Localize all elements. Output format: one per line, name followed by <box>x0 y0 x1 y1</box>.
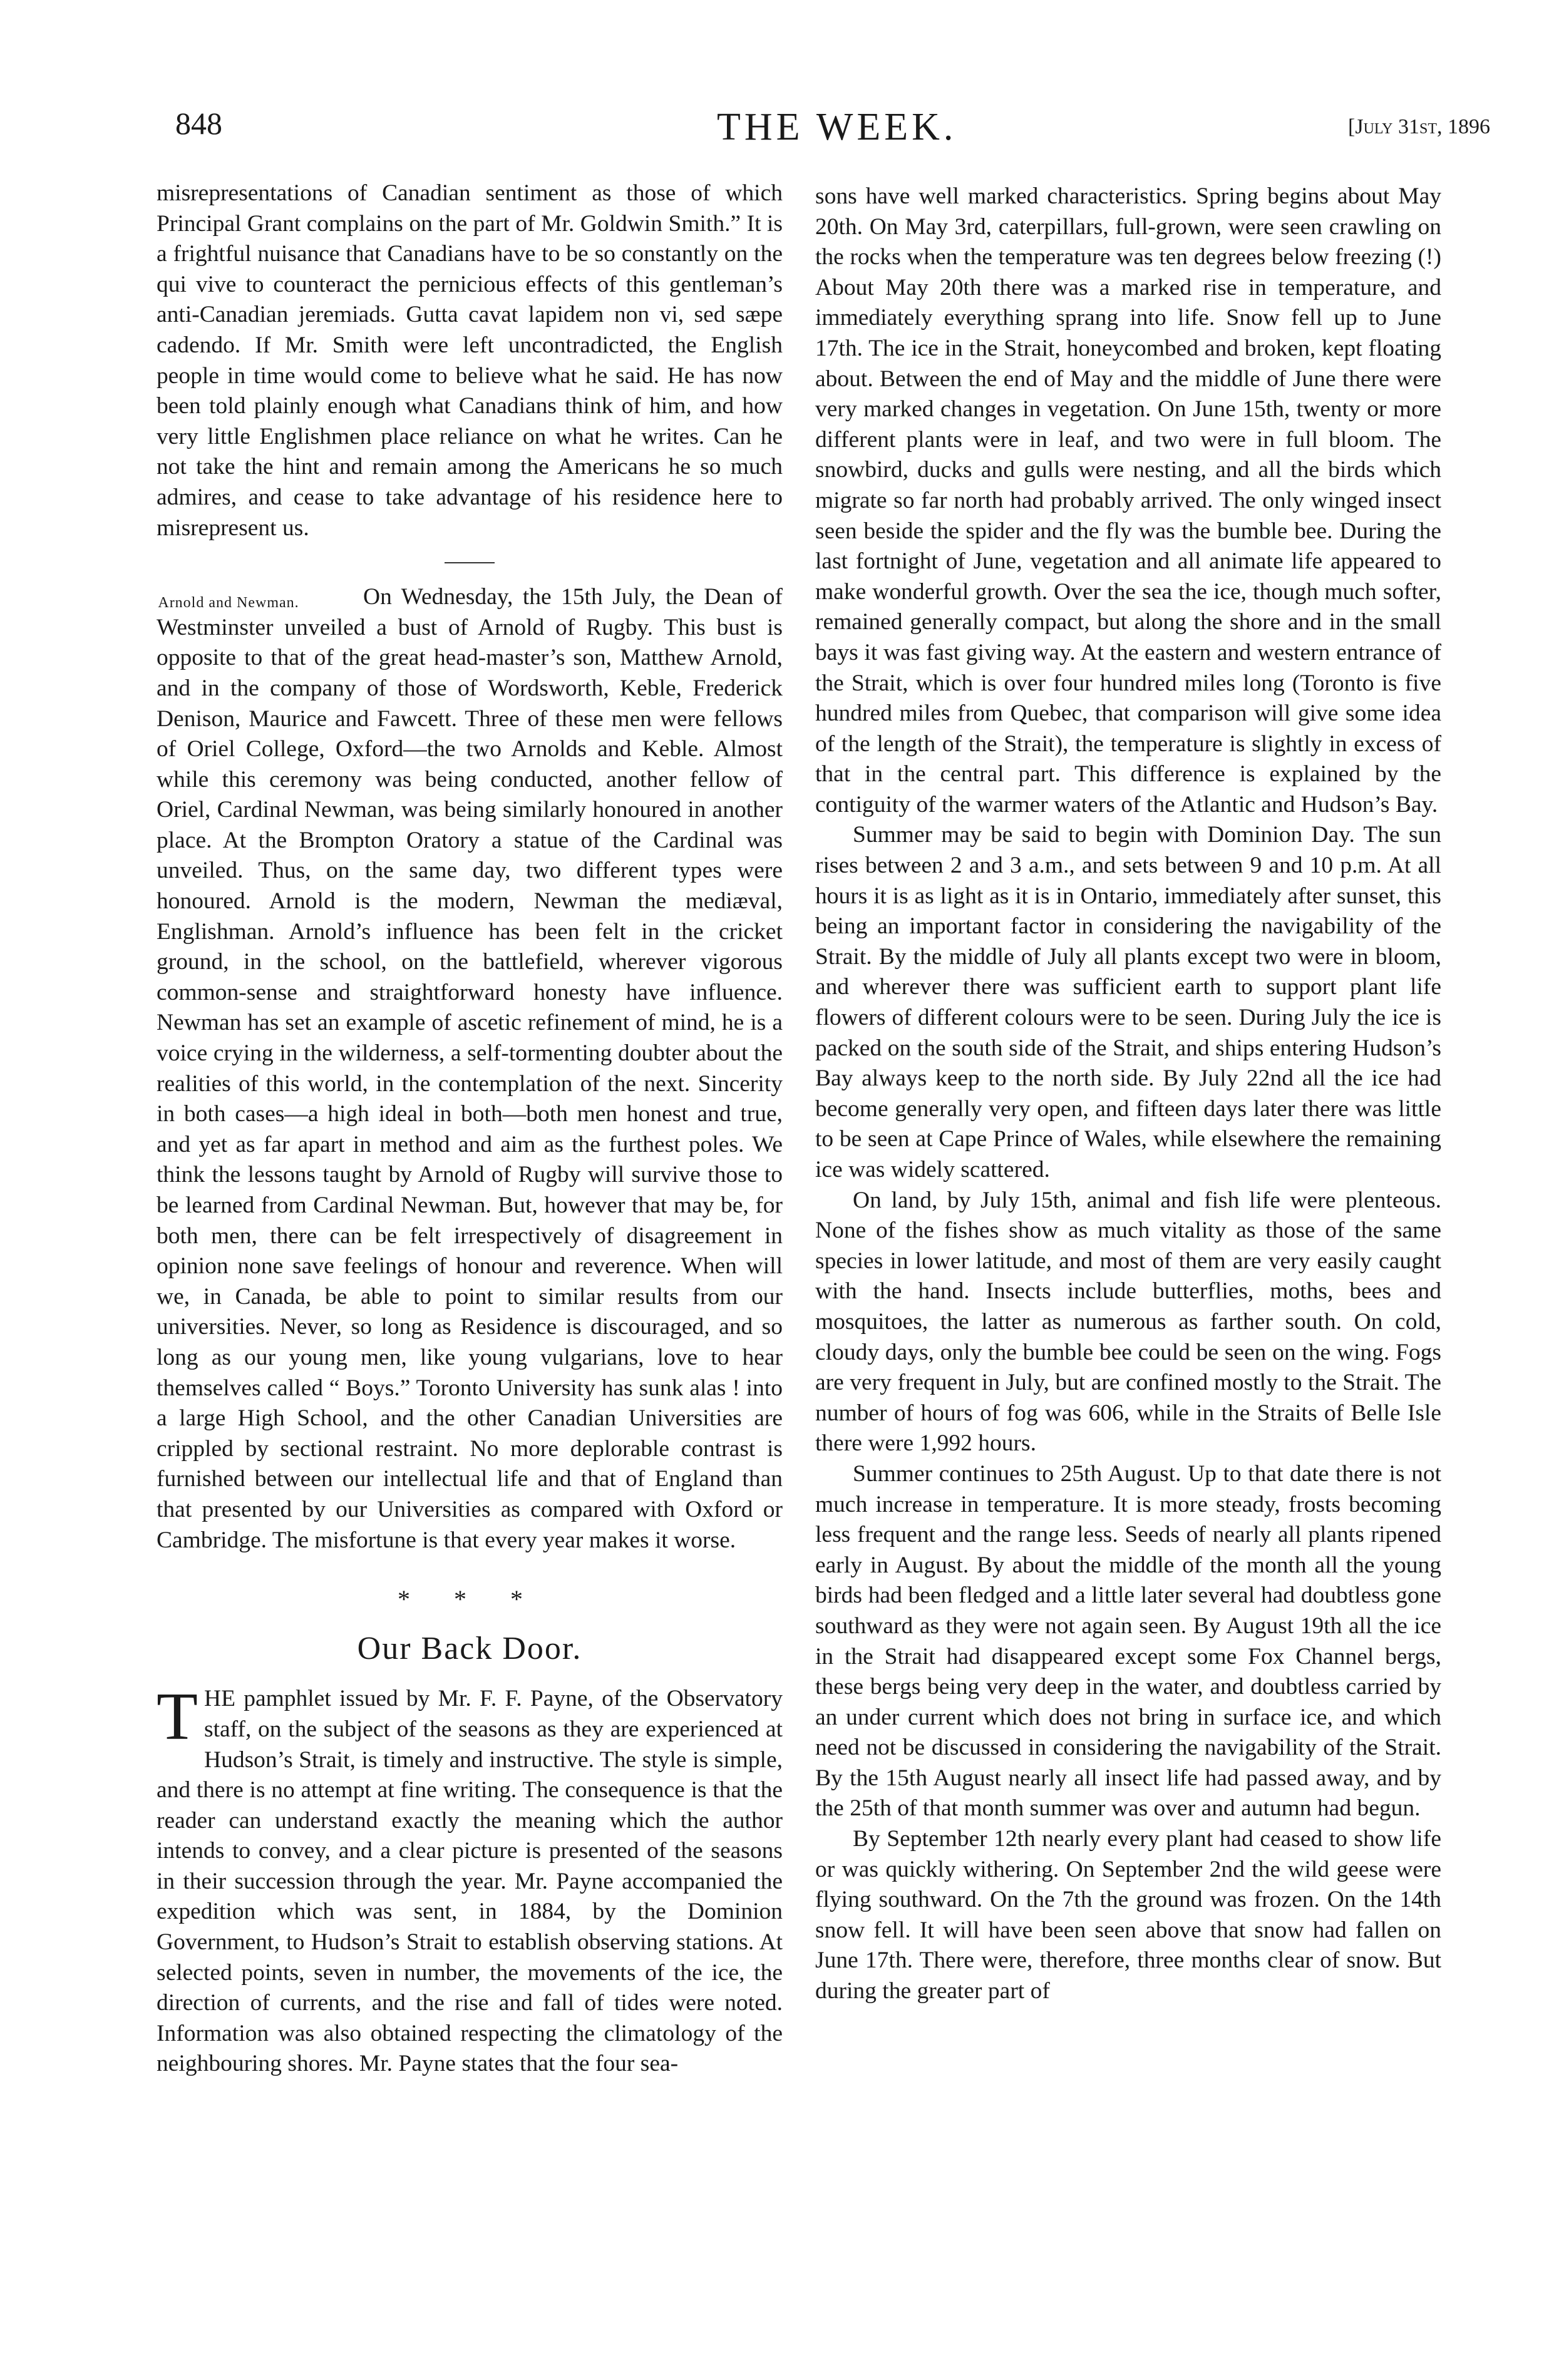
asterism: * * * <box>398 1585 542 1614</box>
left-paragraph-2: On Wednesday, the 15th July, the Dean of Westminster unveiled a bust of Arnold of Rugby. This bust is opposite to that of the great head-master’s son, Matthew Arnold, and in the company of those of Wordsworth, Keble, Frederick Denison, Maurice and Fawcett. Three of these men were fellows of Oriel College, Oxford—the two Arnolds and Keble. Almost while this ceremony was being conducted, another fellow of Oriel, Cardinal Newman, was being similarly honoured in another place. At the Brompton Oratory a statue of the Cardinal was unveiled. Thus, on the same day, two different types were honoured. Arnold is the modern, Newman the mediæval, Englishman. Arnold’s influence has been felt in the cricket ground, in the school, on the battlefield, wherever vigorous common-sense and straightforward honesty have influence. Newman has set an example of ascetic refinement of mind, he is a voice crying in the wilderness, a self-tormenting doubter about the realities of this world, in the contemplation of the next. Sincerity in both cases—a high ideal in both—both men honest and true, and yet as far apart in method and aim as the furthest poles. We think the lessons taught by Arnold of Rugby will survive those to be learned from Cardinal Newman. But, however that may be, for both men, there can be felt irrespectively of disagreement in opinion none save feelings of honour and reverence. When will we, in Canada, be able to point to similar results from our universities. Never, so long as Residence is discouraged, and so long as our young men, like young vulgarians, love to hear themselves called “ Boys.” Toronto University has sunk alas ! into a large High School, and the other Canadian Universities are crippled by sectional restraint. No more deplorable contrast is furnished between our intellectual life and that of England than that presented by our Universities as compared with Oxford or Cambridge. The misfortune is that every year makes it worse. <box>157 584 783 1553</box>
issue-date: [July 31st, 1896 <box>1348 115 1490 138</box>
publication-title: THE WEEK. <box>717 106 957 148</box>
page-header <box>175 105 1490 155</box>
left-paragraph-1: misrepresentations of Canadian sentiment as those of which Principal Grant complains on the part of Mr. Goldwin Smith.” It is a frightful nuisance that Canadians have to be so constantly on the qui vive to counteract the pernicious effects of this gentleman’s anti-Canadian jeremiads. Gutta cavat lapidem non vi, sed sæpe cadendo. If Mr. Smith were left uncontradicted, the English people in time would come to believe what he said. He has now been told plainly enough what Canadians think of him, and how very little Englishmen place reliance on what he writes. Can he not take the hint and remain among the Americans he so much admires, and cease to take advantage of his residence here to misrepresent us. <box>157 180 783 541</box>
right-column <box>815 182 1441 2007</box>
drop-cap: T <box>157 1680 198 1755</box>
right-paragraph-2: Summer may be said to begin with Dominion Day. The sun rises between 2 and 3 a.m., and sets between 9 and 10 p.m. At all hours it is as light as it is in Ontario, immediately after sunset, this being an important factor in considering the navigability of the Strait. By the middle of July all plants except two were in bloom, and wherever there was sufficient earth to support plant life flowers of different colours were to be seen. During July the ice is packed on the south side of the Strait, and ships entering Hudson’s Bay always keep to the north side. By July 22nd all the ice had become generally very open, and fifteen days later there was little to be seen at Cape Prince of Wales, while elsewhere the remaining ice was widely scattered. <box>815 822 1441 1182</box>
left-paragraph-3: HE pamphlet issued by Mr. F. F. Payne, of the Observatory staff, on the subject of the seasons as they are experienced at Hudson’s Strait, is timely and instructive. The style is simple, and there is no attempt at fine writing. The consequence is that the reader can understand exactly the meaning which the author intends to convey, and a clear picture is presented of the seasons in their succession through the year. Mr. Payne accompanied the expedition which was sent, in 1884, by the Dominion Government, to Hudson’s Strait to establish observing stations. At selected points, seven in number, the movements of the ice, the direction of currents, and the rise and fall of tides were noted. Information was also obtained respecting the climatology of the neighbouring shores. Mr. Payne states that the four sea- <box>157 1686 783 2077</box>
right-paragraph-1: sons have well marked characteristics. Spring begins about May 20th. On May 3rd, caterpillars, full-grown, were seen crawling on the rocks when the temperature was ten degrees below freezing (!) About May 20th there was a marked rise in temperature, and immediately everything sprang into life. Snow fell up to June 17th. The ice in the Strait, honeycombed and broken, kept floating about. Between the end of May and the middle of June there were very marked changes in vegetation. On June 15th, twenty or more different plants were in leaf, and two were in full bloom. The snowbird, ducks and gulls were nesting, and all the birds which migrate so far north had probably arrived. The only winged insect seen beside the spider and the fly was the bumble bee. During the last fortnight of June, vegetation and all animate life appeared to make wonderful growth. Over the sea the ice, though much softer, remained generally compact, but along the shore and in the small bays it was fast giving way. At the eastern and western entrance of the Strait, which is over four hundred miles long (Toronto is five hundred miles from Quebec, that comparison will give some idea of the length of the Strait), the temperature is slightly in excess of that in the central part. This difference is explained by the contiguity of the warmer waters of the Atlantic and Hudson’s Bay. <box>815 183 1441 818</box>
left-column <box>157 178 783 2080</box>
page-number: 848 <box>175 106 222 141</box>
right-paragraph-4: Summer continues to 25th August. Up to that date there is not much increase in temperature. It is more steady, frosts becoming less frequent and the range less. Seeds of nearly all plants ripened early in August. By about the middle of the month all the young birds had been fledged and a little later several had doubtless gone southward as they were not again seen. By August 19th all the ice in the Strait had disappeared except some Fox Channel bergs, these bergs being very deep in the water, and doubtless carried by an under current which does not bring in surface ice, and which need not be discussed in considering the navigability of the Strait. By the 15th August nearly all insect life had passed away, and by the 25th of that month summer was over and autumn had begun. <box>815 1460 1441 1822</box>
right-paragraph-5: By September 12th nearly every plant had ceased to show life or was quickly withering. On September 2nd the wild geese were flying southward. On the 7th the ground was frozen. On the 14th snow fell. It will have been seen above that snow had fallen on June 17th. There were, therefore, three months clear of snow. But during the greater part of <box>815 1826 1441 2004</box>
article-heading: Our Back Door. <box>357 1630 582 1666</box>
section-divider <box>445 562 495 563</box>
sidenote-arnold-newman: Arnold and Newman. <box>158 595 299 612</box>
right-paragraph-3: On land, by July 15th, animal and fish life were plenteous. None of the fishes show as much vitality as those of the same species in lower latitude, and most of them are very easily caught with the hand. Insects include butterflies, moths, bees and mosquitoes, the latter as numerous as farther south. On cold, cloudy days, only the bumble bee could be seen on the wing. Fogs are very frequent in July, but are confined mostly to the Strait. The number of hours of fog was 606, while in the Straits of Belle Isle there were 1,992 hours. <box>815 1187 1441 1457</box>
